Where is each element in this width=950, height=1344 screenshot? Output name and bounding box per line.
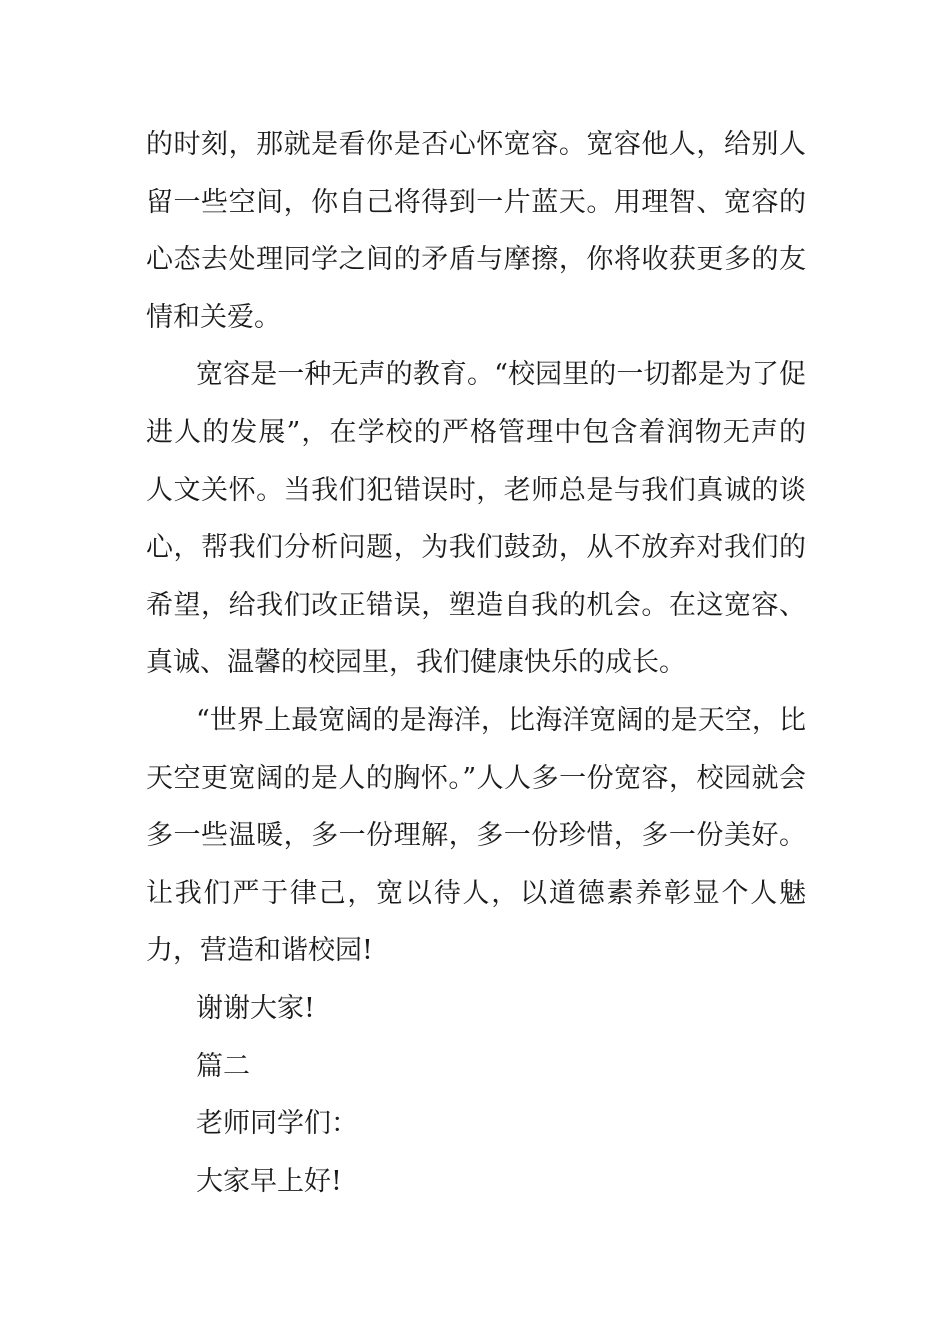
section-heading: 篇二: [196, 1050, 250, 1082]
paragraph-continuation: 的时刻，那就是看你是否心怀宽容。宽容他人，给别人留一些空间，你自己将得到一片蓝天。用理智、宽容的心态去处理同学之间的矛盾与摩擦，你将收获更多的友情和关爱。: [146, 129, 806, 333]
salutation: 老师同学们：: [196, 1108, 358, 1140]
paragraph-quote: “世界上最宽阔的是海洋，比海洋宽阔的是天空，比天空更宽阔的是人的胸怀。”人人多一份宽容，校园就会多一些温暖，多一份理解，多一份珍惜，多一份美好。让我们严于律己，宽以待人，以道德素养彰显个人魅力，营造和谐校园!: [146, 704, 806, 967]
greeting: 大家早上好!: [196, 1165, 342, 1197]
paragraph-tolerance-education: 宽容是一种无声的教育。“校园里的一切都是为了促进人的发展”，在学校的严格管理中包含着润物无声的人文关怀。当我们犯错误时，老师总是与我们真诚的谈心，帮我们分析问题，为我们鼓劲，从不放弃对我们的希望，给我们改正错误，塑造自我的机会。在这宽容、真诚、温馨的校园里，我们健康快乐的成长。: [146, 359, 806, 679]
document-body: [146, 116, 806, 1210]
closing-thanks: 谢谢大家!: [196, 992, 315, 1024]
